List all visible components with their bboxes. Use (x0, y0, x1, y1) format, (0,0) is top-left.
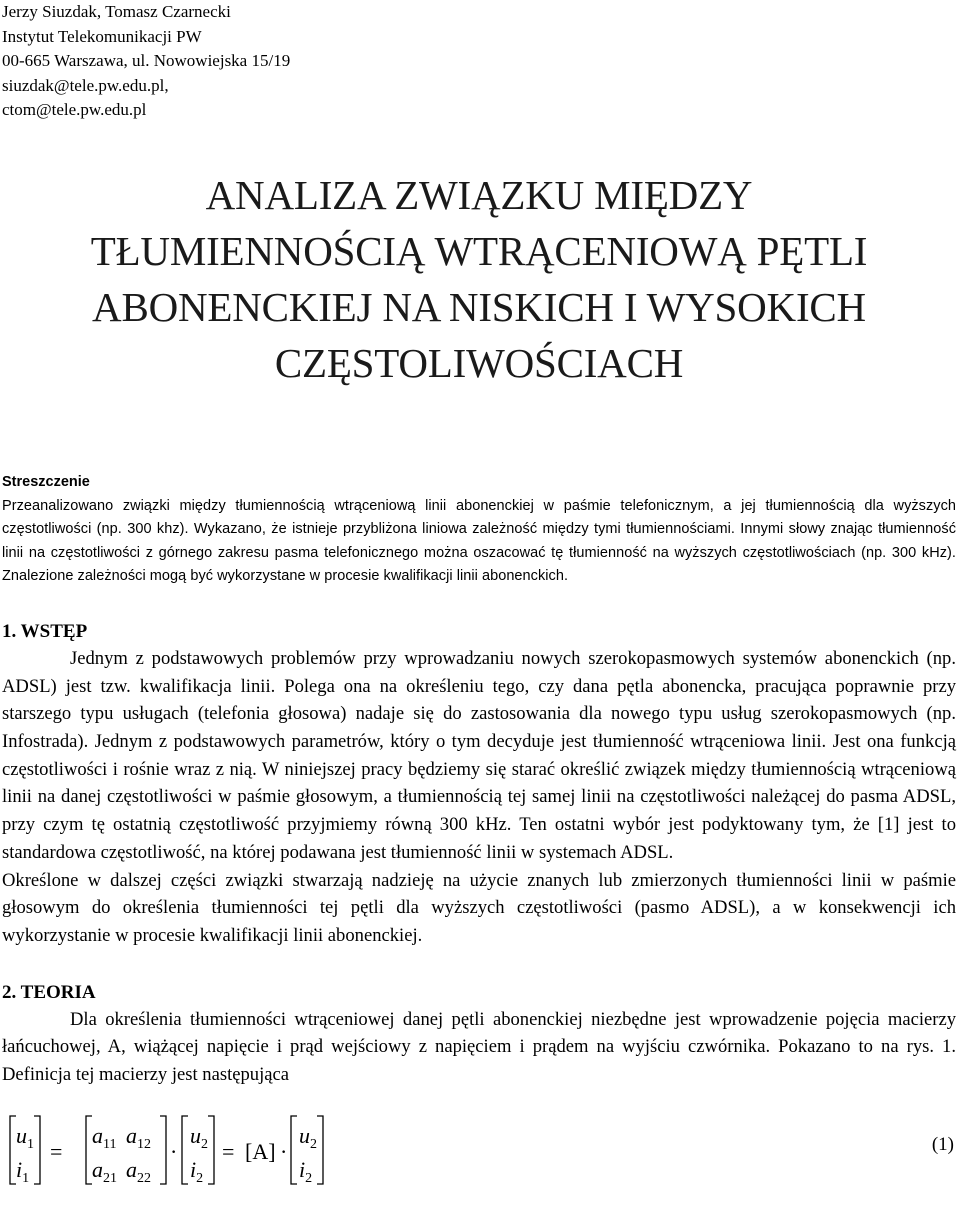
a12: $a_{12}$ (126, 1122, 151, 1152)
equation-1 (2, 1108, 956, 1192)
title-line-2: TŁUMIENNOŚCIĄ WTRĄCENIOWĄ PĘTLI (90, 227, 868, 274)
matrix-equation (2, 1108, 956, 1192)
introduction-paragraph-1: Jednym z podstawowych problemów przy wprowadzaniu nowych szerokopasmowych systemów abonenckich (np. ADSL) jest tzw. kwalifikacja linii. Polega ona na określeniu tego, czy dana pętla abonencka, pracująca poprawnie przy starszego typu usługach (telefonia głosowa) nadaje się do zastosowania dla nowego typu usług szerokopasmowych (np. Infostrada). Jednym z podstawowych parametrów, który o tym decyduje jest tłumienność wtrąceniowa linii. Jest ona funkcją częstotliwości i rośnie wraz z nią. W niniejszej pracy będziemy się starać określić związek między tłumiennością wtrąceniową linii na danej częstotliwości w paśmie głosowym, a tłumiennością tej samej linii na częstotliwości należącej do pasma ADSL, przy czym tę ostatnią częstotliwość przyjmiemy równą 300 kHz. Ten ostatni wybór jest podyktowany tym, że [1] jest to standardowa częstotliwość, na której podawana jest tłumienność linii w systemach ADSL. (2, 647, 956, 863)
title-line-4: CZĘSTOLIWOŚCIACH (274, 339, 684, 386)
dot-2: · (280, 1138, 288, 1164)
bracket-left-a-close (160, 1116, 166, 1184)
u1: $u_1$ (16, 1122, 34, 1152)
i2: $i_2$ (190, 1156, 204, 1186)
equals-2: = (222, 1138, 235, 1164)
i2-b: $i_2$ (299, 1156, 313, 1186)
author-block (2, 0, 956, 123)
address: 00-665 Warszawa, ul. Nowowiejska 15/19 (2, 51, 291, 71)
a11: $a_{11}$ (92, 1122, 117, 1152)
authors: Jerzy Siuzdak, Tomasz Czarnecki (2, 2, 231, 21)
section-heading-introduction: 1. WSTĘP (2, 620, 88, 642)
abstract-heading: Streszczenie (2, 473, 90, 490)
i1: $i_1$ (16, 1156, 30, 1186)
bracket-left-u2i2 (182, 1116, 188, 1184)
email-1: siuzdak@tele.pw.edu.pl, (2, 75, 169, 95)
u2-b: $u_2$ (299, 1122, 317, 1152)
equation-number: (1) (931, 1133, 954, 1155)
abstract-text: Przeanalizowano związki między tłumiennością wtrąceniową linii abonenckiej w paśmie telefonicznym, a jej tłumiennością dla wyższych częstotliwości (np. 300 khz). Wykazano, że istnieje przybliżona liniowa zależność między tymi tłumiennościami. Innymi słowy znając tłumienność linii na częstotliwości z górnego zakresu pasma telefonicznego można oszacować tę tłumienność na wyższych częstotliwościach (np. 300 kHz). Znalezione zależności mogą być wykorzystane w procesie kwalifikacji linii abonenckich. (2, 497, 956, 585)
introduction-paragraph-2: Określone w dalszej części związki stwarzają nadzieję na użycie znanych lub zmierzonych tłumienności linii w paśmie głosowym do określenia tłumienności tej pętli dla wyższych częstotliwości (pasmo ADSL), a w konsekwencji ich wykorzystanie w procesie kwalifikacji linii abonenckiej. (2, 869, 956, 946)
paper-title (2, 167, 956, 391)
bracket-left-u2i2-b (291, 1116, 297, 1184)
bracket-right-u2i2-b (317, 1116, 323, 1184)
dot-1: · (170, 1138, 178, 1164)
bracket-right-u1i1 (34, 1116, 40, 1184)
institute: Instytut Telekomunikacji PW (2, 26, 202, 46)
abstract (2, 471, 956, 589)
title-line-3: ABONENCKIEJ NA NISKICH I WYSOKICH (92, 283, 866, 330)
email-2: ctom@tele.pw.edu.pl (2, 100, 147, 120)
equals-1: = (50, 1138, 63, 1164)
a21: $a_{21}$ (92, 1156, 117, 1186)
theory-paragraph-1: Dla określenia tłumienności wtrąceniowej danej pętli abonenckiej niezbędne jest wprowadzenie pojęcia macierzy łańcuchowej, A, wiążącej napięcie i prąd wejściowy z napięciem i prądem na wyjściu czwórnika. Pokazano to na rys. 1. Definicja tej macierzy jest następująca (2, 1008, 956, 1086)
section-heading-theory: 2. TEORIA (2, 981, 96, 1003)
bracket-right-u2i2 (208, 1116, 214, 1184)
title-line-1: ANALIZA ZWIĄZKU MIĘDZY (205, 171, 753, 218)
a22: $a_{22}$ (126, 1156, 151, 1186)
matrix-a: [A] (245, 1138, 276, 1164)
u2: $u_2$ (190, 1122, 208, 1152)
paper-page (2, 0, 956, 1192)
